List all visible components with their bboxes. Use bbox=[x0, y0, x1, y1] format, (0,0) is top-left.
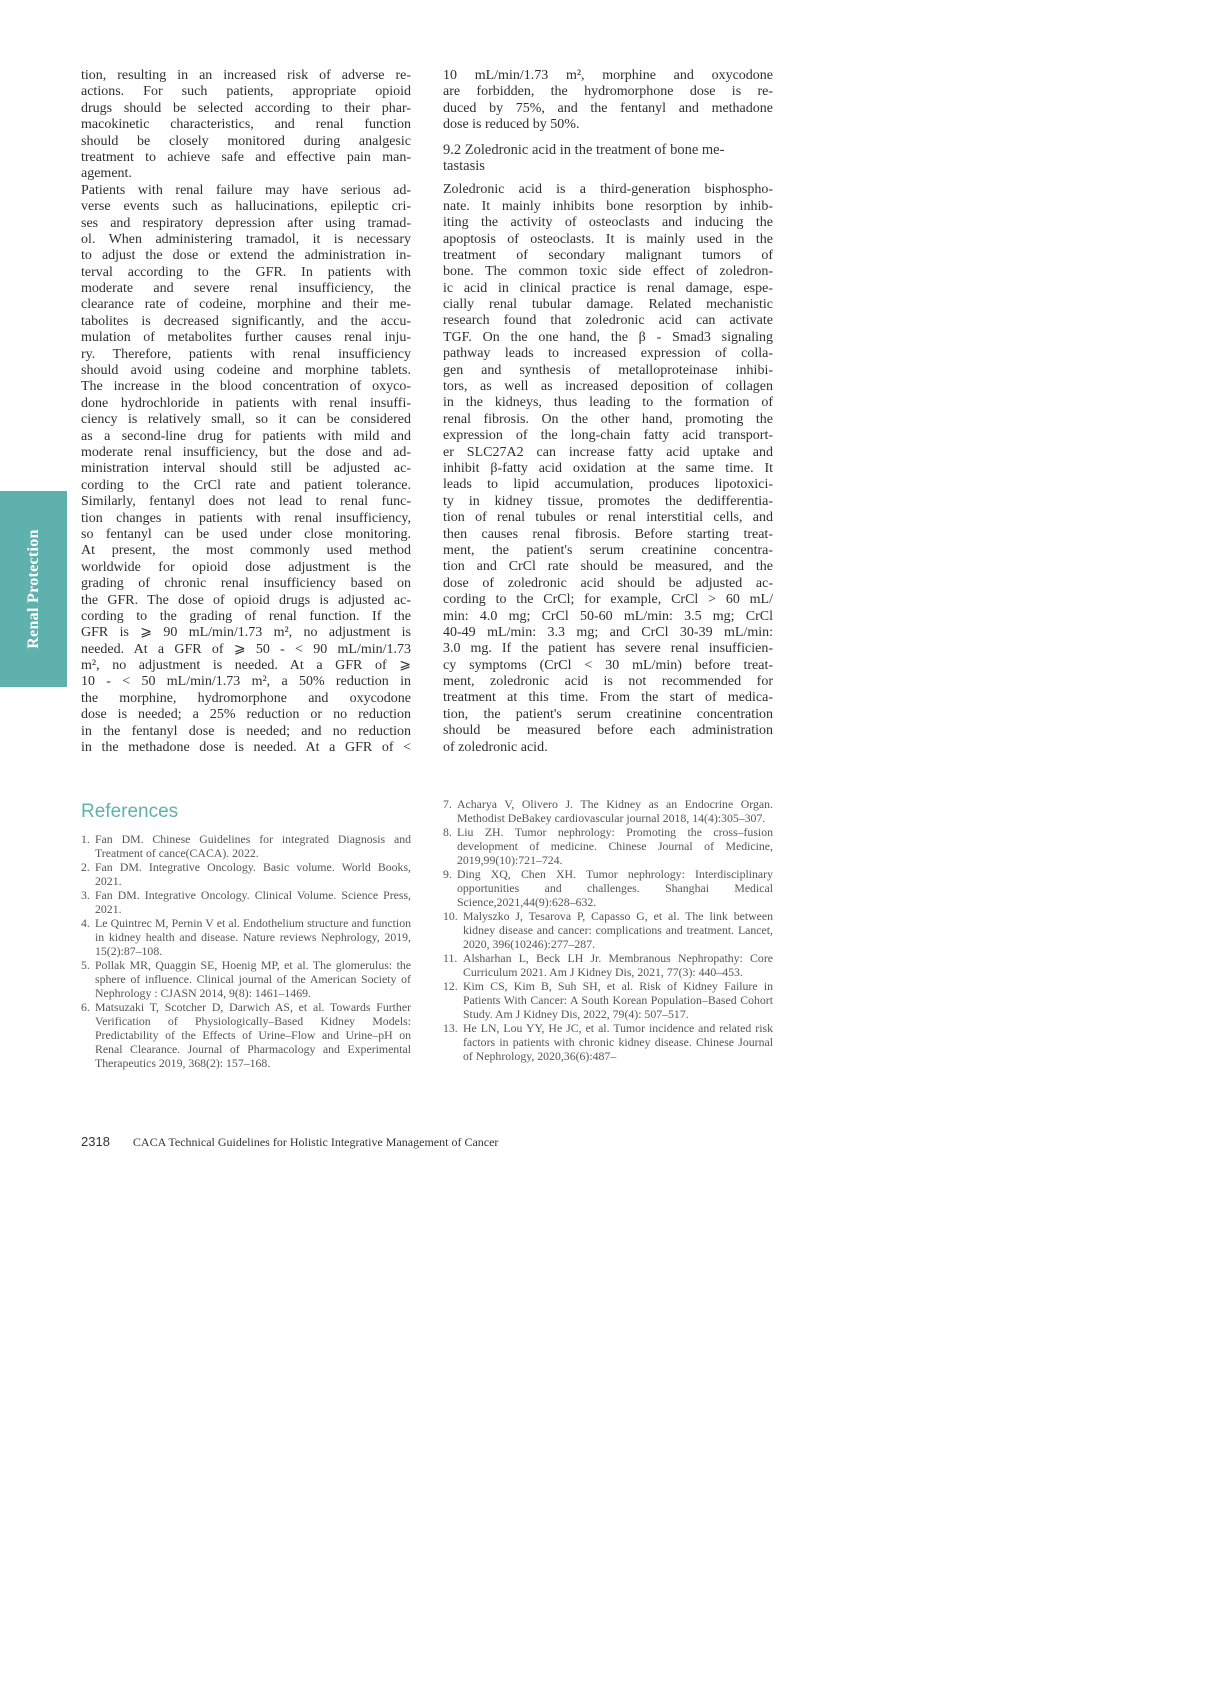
text-line: drugs should be selected according to their phar- bbox=[81, 100, 411, 116]
text-line: so fentanyl can be used under close monitoring. bbox=[81, 526, 411, 542]
text-line: 40-49 mL/min: 3.3 mg; and CrCl 30-39 mL/min: bbox=[443, 624, 773, 640]
text-line: duced by 75%, and the fentanyl and methadone bbox=[443, 100, 773, 116]
text-line: to adjust the dose or extend the administration in- bbox=[81, 248, 411, 264]
body-paragraph bbox=[81, 183, 411, 757]
reference-item bbox=[443, 825, 773, 867]
text-line: ic acid in clinical practice is renal damage, espe- bbox=[443, 280, 773, 296]
text-line: in the kidneys, thus leading to the formation of bbox=[443, 395, 773, 411]
text-line: er SLC27A2 can increase fatty acid uptake and bbox=[443, 444, 773, 460]
references-heading: References bbox=[81, 801, 179, 822]
text-line: leads to lipid accumulation, produces lipotoxici- bbox=[443, 477, 773, 493]
text-line: the GFR. The dose of opioid drugs is adjusted ac- bbox=[81, 592, 411, 608]
text-line: ment, the patient's serum creatinine concentra- bbox=[443, 542, 773, 558]
text-line: macokinetic characteristics, and renal function bbox=[81, 117, 411, 133]
references-list-left bbox=[81, 832, 411, 1070]
running-title: CACA Technical Guidelines for Holistic Integrative Management of Cancer bbox=[132, 1135, 499, 1149]
reference-text: Fan DM. Chinese Guidelines for integrated Diagnosis and Treatment of cance(CACA). 2022. bbox=[95, 832, 411, 860]
reference-number: 2. bbox=[81, 860, 90, 874]
text-line: tion, the patient's serum creatinine concentration bbox=[443, 706, 773, 722]
text-line: agement. bbox=[81, 166, 132, 182]
reference-text: Pollak MR, Quaggin SE, Hoenig MP, et al. The glomerulus: the sphere of influence. Clinical journal of the American Society of Nephrology : CJASN 2014, 9(8): 1461–1469. bbox=[95, 958, 411, 1000]
text-line: in the methadone dose is needed. At a GFR of < bbox=[81, 740, 411, 756]
text-line: gen and synthesis of metalloproteinase inhibi- bbox=[443, 362, 773, 378]
text-line: treatment of secondary malignant tumors of bbox=[443, 247, 773, 263]
heading-line: 9.2 Zoledronic acid in the treatment of bone me- bbox=[443, 141, 725, 158]
text-line: tors, as well as increased deposition of collagen bbox=[443, 379, 773, 395]
text-line: 10 mL/min/1.73 m², morphine and oxycodone bbox=[443, 68, 773, 83]
text-line: cially renal tubular damage. Related mechanistic bbox=[443, 297, 773, 313]
reference-number: 13. bbox=[443, 1021, 458, 1035]
reference-item bbox=[443, 951, 773, 979]
text-line: clearance rate of codeine, morphine and their me- bbox=[81, 297, 411, 313]
text-line: treatment at this time. From the start of medica- bbox=[443, 690, 773, 706]
text-line: dose of zoledronic acid should be adjusted ac- bbox=[443, 575, 773, 591]
reference-item bbox=[443, 867, 773, 909]
reference-text: Fan DM. Integrative Oncology. Clinical Volume. Science Press, 2021. bbox=[95, 888, 411, 916]
page-number: 2318 bbox=[81, 1134, 110, 1149]
text-line: as a second-line drug for patients with mild and bbox=[81, 428, 411, 444]
reference-item bbox=[443, 909, 773, 951]
reference-text: He LN, Lou YY, He JC, et al. Tumor incidence and related risk factors in patients with chronic kidney disease. Chinese Journal of Nephrology, 2020,36(6):487– bbox=[463, 1021, 773, 1063]
reference-text: Le Quintrec M, Pernin V et al. Endothelium structure and function in kidney health and disease. Nature reviews Nephrology, 2019, 15(2):87–108. bbox=[95, 916, 411, 958]
reference-number: 4. bbox=[81, 916, 90, 930]
text-line: actions. For such patients, appropriate opioid bbox=[81, 84, 411, 100]
text-line: ciency is relatively small, so it can be considered bbox=[81, 412, 411, 428]
reference-number: 9. bbox=[443, 867, 452, 881]
text-line: iting the activity of osteoclasts and inducing the bbox=[443, 215, 773, 231]
text-line: 3.0 mg. If the patient has severe renal insufficien- bbox=[443, 641, 773, 657]
reference-number: 8. bbox=[443, 825, 452, 839]
text-line: bone. The common toxic side effect of zoledron- bbox=[443, 264, 773, 280]
text-line: moderate renal insufficiency, but the dose and ad- bbox=[81, 444, 411, 460]
text-line: nate. It mainly inhibits bone resorption by inhib- bbox=[443, 198, 773, 214]
text-line: dose is reduced by 50%. bbox=[443, 117, 580, 133]
text-line: TGF. On the one hand, the β - Smad3 signaling bbox=[443, 329, 773, 345]
text-line: the morphine, hydromorphone and oxycodone bbox=[81, 690, 411, 706]
body-paragraph bbox=[443, 68, 773, 134]
reference-number: 5. bbox=[81, 958, 90, 972]
text-line: should be closely monitored during analgesic bbox=[81, 133, 411, 149]
text-line: verse events such as hallucinations, epileptic cri- bbox=[81, 199, 411, 215]
page-footer bbox=[81, 1134, 498, 1150]
text-line: ses and respiratory depression after using tramad- bbox=[81, 215, 411, 231]
reference-item bbox=[81, 1000, 411, 1070]
text-line: m², no adjustment is needed. At a GFR of ⩾ bbox=[81, 658, 411, 674]
text-line: inhibit β-fatty acid oxidation at the same time. It bbox=[443, 460, 773, 476]
reference-item bbox=[81, 888, 411, 916]
left-text-column bbox=[81, 68, 411, 756]
section-side-tab-label: Renal Protection bbox=[24, 529, 42, 649]
text-line: tion and CrCl rate should be measured, and the bbox=[443, 559, 773, 575]
text-line: needed. At a GFR of ⩾ 50 - < 90 mL/min/1.73 bbox=[81, 641, 411, 657]
text-line: research found that zoledronic acid can activate bbox=[443, 313, 773, 329]
text-line: moderate and severe renal insufficiency, the bbox=[81, 281, 411, 297]
reference-number: 6. bbox=[81, 1000, 90, 1014]
text-line: Similarly, fentanyl does not lead to renal func- bbox=[81, 494, 411, 510]
text-line: mulation of metabolites further causes renal inju- bbox=[81, 330, 411, 346]
text-line: cording to the CrCl rate and patient tolerance. bbox=[81, 477, 411, 493]
text-line: renal fibrosis. On the other hand, promoting the bbox=[443, 411, 773, 427]
section-heading-9-2 bbox=[443, 142, 773, 175]
text-line: grading of chronic renal insufficiency based on bbox=[81, 576, 411, 592]
reference-text: Fan DM. Integrative Oncology. Basic volume. World Books, 2021. bbox=[95, 860, 411, 888]
reference-text: Liu ZH. Tumor nephrology: Promoting the cross–fusion development of medicine. Chinese Journal of Medicine, 2019,99(10):721–724. bbox=[457, 825, 773, 867]
reference-text: Matsuzaki T, Scotcher D, Darwich AS, et al. Towards Further Verification of Physiologically–Based Kidney Models: Predictability of the Effects of Urine–Flow and Urine–pH on Renal Clearance. Journal of Pharmacology and Experimental Therapeutics 2019, 368(2): 157–168. bbox=[95, 1000, 411, 1070]
text-line: ty in kidney tissue, promotes the dedifferentia- bbox=[443, 493, 773, 509]
reference-item bbox=[81, 860, 411, 888]
text-line: should avoid using codeine and morphine tablets. bbox=[81, 363, 411, 379]
text-line: ment, zoledronic acid is not recommended for bbox=[443, 674, 773, 690]
reference-text: Acharya V, Olivero J. The Kidney as an Endocrine Organ. Methodist DeBakey cardiovascular journal 2018, 14(4):305–307. bbox=[457, 797, 773, 825]
body-paragraph bbox=[443, 182, 773, 756]
text-line: min: 4.0 mg; CrCl 50-60 mL/min: 3.5 mg; CrCl bbox=[443, 608, 773, 624]
reference-text: Ding XQ, Chen XH. Tumor nephrology: Interdisciplinary opportunities and challenges. Shanghai Medical Science,2021,44(9):628–632. bbox=[457, 867, 773, 909]
text-line: tabolites is decreased significantly, and the accu- bbox=[81, 313, 411, 329]
text-line: cording to the CrCl; for example, CrCl > 60 mL/ bbox=[443, 592, 773, 608]
text-line: expression of the long-chain fatty acid transport- bbox=[443, 428, 773, 444]
reference-item bbox=[443, 1021, 773, 1063]
text-line: At present, the most commonly used method bbox=[81, 543, 411, 559]
text-line: Patients with renal failure may have serious ad- bbox=[81, 182, 411, 198]
text-line: ol. When administering tramadol, it is necessary bbox=[81, 231, 411, 247]
reference-text: Alsharhan L, Beck LH Jr. Membranous Nephropathy: Core Curriculum 2021. Am J Kidney Dis, 2021, 77(3): 440–453. bbox=[463, 951, 773, 979]
text-line: terval according to the GFR. In patients with bbox=[81, 264, 411, 280]
text-line: ministration interval should still be adjusted ac- bbox=[81, 461, 411, 477]
reference-number: 10. bbox=[443, 909, 458, 923]
text-line: done hydrochloride in patients with renal insuffi- bbox=[81, 395, 411, 411]
text-line: ry. Therefore, patients with renal insufficiency bbox=[81, 346, 411, 362]
reference-number: 12. bbox=[443, 979, 458, 993]
section-side-tab bbox=[0, 491, 67, 687]
reference-text: Malyszko J, Tesarova P, Capasso G, et al. The link between kidney disease and cancer: complications and treatment. Lancet, 2020, 396(10246):277–287. bbox=[463, 909, 773, 951]
text-line: The increase in the blood concentration of oxyco- bbox=[81, 379, 411, 395]
text-line: worldwide for opioid dose adjustment is the bbox=[81, 559, 411, 575]
text-line: are forbidden, the hydromorphone dose is re- bbox=[443, 84, 773, 100]
reference-text: Kim CS, Kim B, Suh SH, et al. Risk of Kidney Failure in Patients With Cancer: A South Korean Population–Based Cohort Study. Am J Kidney Dis, 2022, 79(4): 507–517. bbox=[463, 979, 773, 1021]
text-line: then causes renal fibrosis. Before starting treat- bbox=[443, 526, 773, 542]
text-line: cy symptoms (CrCl < 30 mL/min) before treat- bbox=[443, 657, 773, 673]
text-line: tion of renal tubules or renal interstitial cells, and bbox=[443, 510, 773, 526]
text-line: 10 - < 50 mL/min/1.73 m², a 50% reduction in bbox=[81, 674, 411, 690]
text-line: tion, resulting in an increased risk of adverse re- bbox=[81, 68, 411, 83]
heading-line: tastasis bbox=[443, 157, 485, 174]
reference-item bbox=[81, 958, 411, 1000]
right-text-column bbox=[443, 68, 773, 756]
reference-number: 1. bbox=[81, 832, 90, 846]
text-line: treatment to achieve safe and effective pain man- bbox=[81, 149, 411, 165]
references-list-right bbox=[443, 797, 773, 1063]
text-line: should be measured before each administration bbox=[443, 723, 773, 739]
body-paragraph bbox=[81, 68, 411, 183]
reference-item bbox=[443, 797, 773, 825]
reference-item bbox=[81, 832, 411, 860]
reference-item bbox=[81, 916, 411, 958]
text-line: GFR is ⩾ 90 mL/min/1.73 m², no adjustment is bbox=[81, 625, 411, 641]
reference-number: 3. bbox=[81, 888, 90, 902]
text-line: Zoledronic acid is a third-generation bisphospho- bbox=[443, 182, 773, 198]
text-line: dose is needed; a 25% reduction or no reduction bbox=[81, 707, 411, 723]
reference-number: 7. bbox=[443, 797, 452, 811]
text-line: in the fentanyl dose is needed; and no reduction bbox=[81, 723, 411, 739]
reference-number: 11. bbox=[443, 951, 458, 965]
reference-item bbox=[443, 979, 773, 1021]
text-line: tion changes in patients with renal insufficiency, bbox=[81, 510, 411, 526]
text-line: pathway leads to increased expression of colla- bbox=[443, 346, 773, 362]
text-line: cording to the grading of renal function. If the bbox=[81, 608, 411, 624]
text-line: apoptosis of osteoclasts. It is mainly used in the bbox=[443, 231, 773, 247]
text-line: of zoledronic acid. bbox=[443, 739, 548, 755]
